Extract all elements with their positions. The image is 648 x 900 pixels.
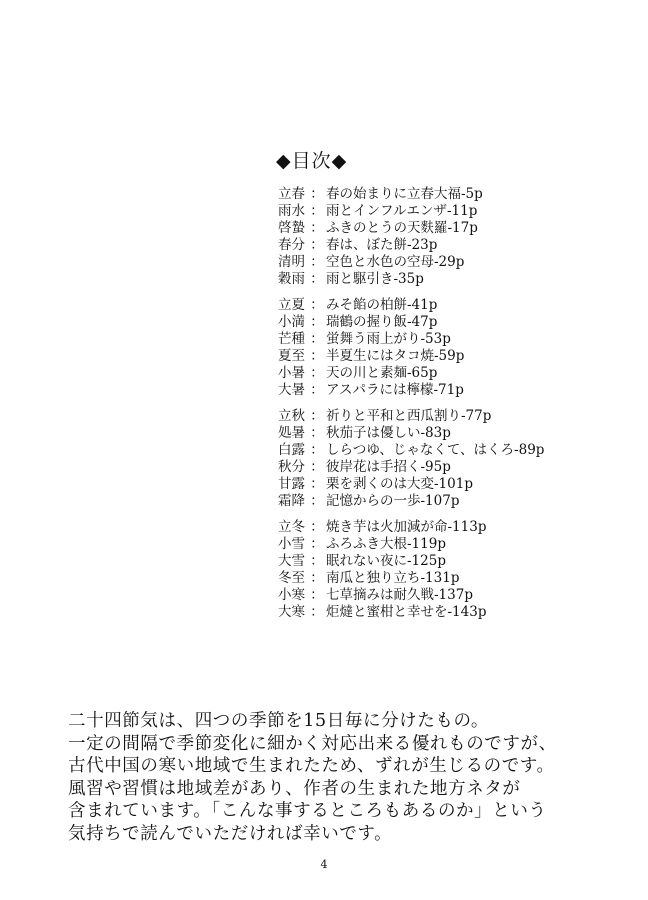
toc-entry: [278, 254, 638, 271]
toc-entry: [278, 271, 638, 288]
toc-entry-title: 記憶からの一歩-107p: [326, 493, 460, 509]
toc-entry-title: みそ餡の柏餅-41p: [326, 297, 438, 313]
toc-entry-title: アスパラには檸檬-71p: [326, 382, 464, 398]
toc-entry-title: 春は、ぼた餅-23p: [326, 237, 438, 253]
toc-entry: [278, 519, 638, 536]
toc-entry-title: ふろふき大根-119p: [326, 536, 446, 552]
toc-entry-term: 大雪: [278, 553, 305, 569]
toc-entry: [278, 348, 638, 365]
toc-entry-title: 春の始まりに立春大福-5p: [326, 186, 483, 202]
toc-entry-separator: ：: [310, 536, 324, 552]
toc-entry: [278, 476, 638, 493]
toc-entry: [278, 587, 638, 604]
toc-entry-separator: ：: [310, 237, 324, 253]
toc-group: [278, 297, 638, 399]
page-number: 4: [320, 858, 328, 871]
toc-entry: [278, 442, 638, 459]
intro-line: 二十四節気は、四つの季節を15日毎に分けたもの。: [68, 711, 489, 731]
toc-entry: [278, 331, 638, 348]
toc-entry-title: 半夏生にはタコ焼-59p: [326, 348, 465, 364]
toc-group: [278, 519, 638, 621]
toc-entry-title: 蛍舞う雨上がり-53p: [326, 331, 451, 347]
toc-entry-separator: ：: [310, 297, 324, 313]
toc-entry-separator: ：: [310, 408, 324, 424]
toc-group: [278, 408, 638, 510]
toc-entry-title: 栗を剥くのは大変-101p: [326, 476, 473, 492]
toc-entry: [278, 425, 638, 442]
toc-entry-term: 立秋: [278, 408, 305, 424]
toc-entry-term: 穀雨: [278, 271, 305, 287]
toc-entry-term: 小雪: [278, 536, 305, 552]
toc-entry-title: ふきのとうの天麩羅-17p: [326, 220, 478, 236]
toc-entry-term: 大暑: [278, 382, 305, 398]
toc-entry-title: しらつゆ、じゃなくて、はくろ-89p: [326, 442, 545, 458]
table-of-contents: [278, 186, 638, 630]
toc-entry-separator: ：: [310, 553, 324, 569]
toc-entry: [278, 570, 638, 587]
toc-entry-term: 春分: [278, 237, 305, 253]
toc-entry: [278, 365, 638, 382]
toc-entry-term: 夏至: [278, 348, 305, 364]
toc-entry-separator: ：: [310, 314, 324, 330]
toc-entry-title: 天の川と素麺-65p: [326, 365, 438, 381]
toc-entry-separator: ：: [310, 519, 324, 535]
toc-entry: [278, 382, 638, 399]
toc-group: [278, 186, 638, 288]
toc-entry-title: 祈りと平和と西瓜割り-77p: [326, 408, 492, 424]
toc-entry: [278, 220, 638, 237]
intro-line: 風習や習慣は地域差があり、作者の生まれた地方ネタが: [68, 778, 521, 799]
toc-entry-separator: ：: [310, 254, 324, 270]
toc-entry-title: 雨と駆引き-35p: [326, 271, 424, 287]
toc-entry: [278, 536, 638, 553]
toc-entry-term: 秋分: [278, 459, 305, 475]
toc-entry-term: 冬至: [278, 570, 305, 586]
intro-paragraph: [68, 710, 638, 845]
toc-entry: [278, 493, 638, 510]
toc-entry-separator: ：: [310, 331, 324, 347]
toc-entry-title: 炬燵と蜜柑と幸せを-143p: [326, 604, 487, 620]
toc-entry: [278, 186, 638, 203]
toc-entry-term: 清明: [278, 254, 305, 270]
toc-entry-term: 啓蟄: [278, 220, 305, 236]
toc-entry-title: 七草摘みは耐久戦-137p: [326, 587, 473, 603]
toc-entry-term: 白露: [278, 442, 305, 458]
toc-entry-term: 小寒: [278, 587, 305, 603]
toc-entry-term: 甘露: [278, 476, 305, 492]
toc-entry-separator: ：: [310, 365, 324, 381]
intro-line: 含まれています。「こんな事するところもあるのか」という: [68, 801, 547, 821]
toc-entry-separator: ：: [310, 271, 324, 287]
toc-entry: [278, 604, 638, 621]
toc-entry-separator: ：: [310, 493, 324, 509]
toc-entry-separator: ：: [310, 425, 324, 441]
toc-entry-term: 立冬: [278, 519, 305, 535]
toc-entry-term: 立夏: [278, 297, 305, 313]
toc-title: ◆目次◆: [276, 150, 348, 172]
toc-entry-title: 雨とインフルエンザ-11p: [326, 203, 478, 219]
toc-entry-term: 小満: [278, 314, 305, 330]
toc-entry-separator: ：: [310, 186, 324, 202]
intro-line: 気持ちで読んでいただければ幸いです。: [68, 823, 393, 844]
toc-entry-title: 眠れない夜に-125p: [326, 553, 446, 569]
toc-entry: [278, 203, 638, 220]
toc-entry-separator: ：: [310, 348, 324, 364]
intro-line: 一定の間隔で季節変化に細かく対応出来る優れものですが、: [68, 733, 557, 754]
toc-entry-separator: ：: [310, 587, 324, 603]
toc-entry-separator: ：: [310, 382, 324, 398]
toc-entry: [278, 237, 638, 254]
toc-entry-separator: ：: [310, 476, 324, 492]
toc-entry-title: 秋茄子は優しい-83p: [326, 425, 451, 441]
toc-entry-title: 焼き芋は火加減が命-113p: [326, 519, 487, 535]
toc-entry-term: 霜降: [278, 493, 305, 509]
toc-entry-title: 彼岸花は手招く-95p: [326, 459, 451, 475]
toc-entry: [278, 297, 638, 314]
toc-entry-separator: ：: [310, 203, 324, 219]
toc-entry-term: 雨水: [278, 203, 305, 219]
intro-line: 古代中国の寒い地域で生まれたため、ずれが生じるのです。: [68, 756, 555, 776]
toc-entry-separator: ：: [310, 570, 324, 586]
toc-entry: [278, 553, 638, 570]
toc-entry-separator: ：: [310, 220, 324, 236]
toc-entry-separator: ：: [310, 604, 324, 620]
toc-entry-term: 芒種: [278, 331, 305, 347]
toc-entry-title: 南瓜と独り立ち-131p: [326, 570, 460, 586]
toc-entry: [278, 314, 638, 331]
toc-entry: [278, 408, 638, 425]
toc-entry-term: 立春: [278, 186, 305, 202]
toc-entry: [278, 459, 638, 476]
toc-entry-separator: ：: [310, 442, 324, 458]
toc-entry-term: 大寒: [278, 604, 305, 620]
toc-entry-term: 小暑: [278, 365, 305, 381]
toc-entry-term: 処暑: [278, 425, 305, 441]
toc-entry-separator: ：: [310, 459, 324, 475]
toc-entry-title: 瑞鶴の握り飯-47p: [326, 314, 438, 330]
toc-entry-title: 空色と水色の空母-29p: [326, 254, 465, 270]
